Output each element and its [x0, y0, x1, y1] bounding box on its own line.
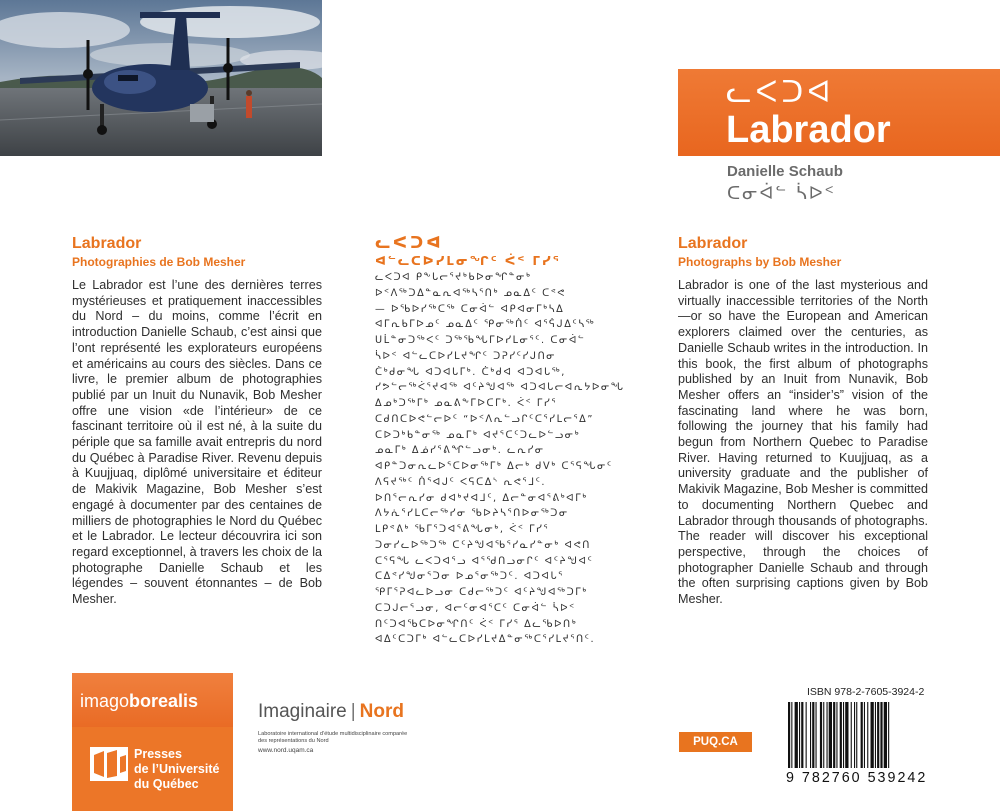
inuktitut-line: ᑕᑐᒍᓕᕐᓗᓂ, ᐊᓕᑦᓂᐊᕐᑕᑦ ᑕᓂᐋᓪ ᓵᐅᑉ: [375, 602, 576, 614]
inuktitut-line: ᐊᐃᑦᑕᑐᒥᒃ ᐊᓪᓚᑕᐅᓯᒪᔪᐃᓐᓂᖅᑕᕐᓯᒪᔪᕐᑎᑦ.: [375, 634, 596, 646]
cover-title-syllabics: ᓚᐸᑐᐊ: [726, 75, 835, 110]
puq-website-badge: PUQ.CA: [679, 732, 752, 752]
inuktitut-line: ᕿᒥᕐᕈᐊᓚᐅᓗᓂ ᑕᑯᓕᖅᑐᑦ ᐊᑦᔨᖑᐊᖅᑐᒥᒃ: [375, 587, 588, 598]
logo-separator: |: [350, 701, 356, 722]
inuktitut-subtitle: ᐊᓪᓚᑕᐅᓯᒪᓂᖏᑦ ᐹᑉ ᒥᓯᕐ: [375, 254, 561, 268]
english-title: Labrador: [678, 235, 748, 252]
barcode-bar: [816, 702, 817, 768]
imago-light-text: imago: [80, 691, 130, 711]
barcode-graphic: [786, 702, 926, 768]
barcode-bar: [836, 702, 837, 768]
barcode-bar: [880, 702, 882, 768]
inuktitut-line: ᑕᑯᑎᑕᐅᕙᓪᓕᐅᑦ “ᐅᑉᐱᕆᓪᓗᒋᑦᑕᕐᓯᒪᓕᕐᐃ”: [375, 413, 594, 425]
puq-line-3: du Québec: [134, 777, 199, 791]
barcode-bar: [788, 702, 790, 768]
barcode-bar: [854, 702, 855, 768]
english-subtitle: Photographs by Bob Mesher: [678, 255, 842, 269]
inuktitut-line: ᑖᒃᑯᓂᖓ ᐊᑐᐊᒐᒥᒃ. ᑖᒃᑯᐊ ᐊᑐᐊᒐᖅ,: [375, 366, 566, 378]
inuktitut-title: ᓚᐸᑐᐊ: [375, 233, 444, 252]
barcode-bar: [851, 702, 852, 768]
puq-mark-icon: [90, 747, 128, 781]
airplane-photo-image: [0, 0, 322, 156]
barcode-bar: [888, 702, 889, 768]
puq-line-2: de l’Université: [134, 762, 220, 776]
title-banner: [678, 69, 1000, 156]
inuktitut-line: ᐅᑉᐱᖅᑐᐃᓐᓇᕆᐊᖅᓴᕐᑎᒃ ᓄᓇᐃᑦ ᑕᕝᕙ: [375, 287, 566, 299]
inuktitut-line: ᓄᓇᒥᒃ ᐃᓅᓯᕐᕕᖏᓪᓗᓂᒃ. ᓚᕆᓯᓂ: [375, 445, 545, 457]
barcode-bar: [801, 702, 803, 768]
barcode-bar: [795, 702, 798, 768]
puq-publisher-logo: [72, 727, 233, 811]
barcode-bar: [843, 702, 844, 768]
puq-name: [134, 747, 219, 792]
inuktitut-line: — ᐅᖃᐅᓯᖅᑕᖅ ᑕᓂᐋᓪ ᐊᑭᐊᓂᒥᒃᓴᐃ: [375, 303, 565, 315]
inuktitut-line: ᓚᐸᑐᐊ ᑭᖕᒐᓕᕐᔪᒃᑲᐅᓂᖏᓐᓂᒃ: [375, 272, 532, 283]
inuktitut-line: ᑌᒫᓐᓂᑐᖅᐸᑦ ᑐᖅᖃᖓᒥᐅᓯᒪᓂᕐᑦ. ᑕᓂᐋᓪ: [375, 335, 586, 346]
barcode-digits: 9 782760 539242: [786, 770, 928, 786]
barcode-bar: [840, 702, 842, 768]
inuktitut-line: ᐱᕋᔪᖅᑦ ᑏᕐᐊᒍᑦ ᐸᕋᑕᐃᔅ ᕆᕙᕐᒧᑦ.: [375, 476, 547, 488]
laboratory-description: Laboratoire international d’étude multidisciplinaire comparée des représentations du Nord: [258, 731, 408, 744]
imago-borealis-logo: [72, 673, 233, 727]
inuktitut-body-text: [375, 270, 625, 648]
inuktitut-line: ᓯᕗᓪᓕᖅᐹᕐᔪᐊᖅ ᐊᑦᔨᖑᐊᖅ ᐊᑐᐊᒐᓕᐊᕆᔭᐅᓂᖓ: [375, 382, 625, 394]
barcode-bar: [864, 702, 865, 768]
barcode-bar: [827, 702, 828, 768]
inuktitut-line: ᒪᑭᕝᕕᒃ ᖃᒥᕐᑐᐊᕐᕕᖓᓂᒃ, ᐹᑉ ᒥᓯᕐ: [375, 524, 550, 535]
barcode-bar: [877, 702, 879, 768]
inuktitut-line: ᑐᓂᓯᓚᐅᖅᑐᖅ ᑕᑦᔨᖑᐊᖃᕐᓯᓇᓯᓐᓂᒃ ᐊᕙᑎ: [375, 539, 591, 551]
barcode-bar: [820, 702, 822, 768]
isbn-label: ISBN 978-2-7605-3924-2: [807, 686, 925, 698]
author-name: Danielle Schaub: [727, 163, 843, 180]
inuktitut-line: ᐊᒥᕆᑲᒥᐅᓄᑦ ᓄᓇᐃᑦ ᕿᓂᖅᑏᑦ ᐊᕐᕌᒍᐃᑦᓴᖅ: [375, 319, 596, 331]
inuktitut-line: ᐃᓄᒃᑐᖅᒥᒃ ᓄᓇᕕᖕᒥᐅᑕᒥᒃ. ᐹᑉ ᒥᓯᕐ: [375, 398, 557, 409]
barcode-bar: [823, 702, 824, 768]
barcode-bar: [810, 702, 811, 768]
french-title: Labrador: [72, 235, 142, 252]
barcode-bar: [875, 702, 876, 768]
nord-text: Nord: [359, 701, 404, 722]
french-body-text: Le Labrador est l’une des dernières terres mystérieuses et pratiquement inaccessibles du Nord – du moins, comme l’écrit en introduction Danielle Schaub, c’est ainsi que l’ont représenté les explorateurs européens et américains au cours des siècles. Dans ce livre, le premier album de photographies publié par un Inuit du Nunavik, Bob Mesher offre une vision «de l’intérieur» de ce fascinant territoire où il est né, à la suite du périple que sa famille avait entrepris du nord du Québec à Paradise River. Revenu depuis à Kuujjuaq, diplômé universitaire et éditeur de Makivik Magazine, Bob Mesher s’est engagé à documenter par des centaines de milliers de photographies le Nord du Québec et le Labrador. Le lecteur découvrira ici son regard exceptionnel, à travers les choix de la photographe Danielle Schaub et les légendes – souvent étonnantes – de Bob Mesher.: [72, 278, 322, 607]
imaginaire-nord-logo: [258, 701, 404, 723]
inuktitut-line: ᑎᑦᑐᐊᖃᑕᐅᓂᖏᑎᑦ ᐹᑉ ᒥᓯᕐ ᐃᓚᖃᐅᑎᒃ: [375, 618, 578, 630]
imaginaire-text: Imaginaire: [258, 701, 347, 722]
puq-line-1: Presses: [134, 747, 182, 761]
barcode-bar: [812, 702, 814, 768]
imago-bold-text: borealis: [129, 691, 199, 711]
barcode-bar: [884, 702, 887, 768]
barcode-bar: [871, 702, 874, 768]
barcode-bar: [799, 702, 800, 768]
author-name-syllabics: ᑕᓂᐋᓪ ᓵᐅᑉ: [727, 183, 836, 204]
inuktitut-line: ᓵᐅᑉ ᐊᓪᓚᑕᐅᓯᒪᔪᖏᑦ ᑐᕈᓯᑦᓯᒍᑎᓂ: [375, 350, 557, 362]
cover-title: Labrador: [726, 109, 891, 151]
french-subtitle: Photographies de Bob Mesher: [72, 255, 246, 269]
inuktitut-line: ᐅᑎᕐᓕᕆᓯᓂ ᑯᐊᒃᔪᐊᒧᑦ, ᐃᓕᓐᓂᐊᕐᕕᒃᐊᒥᒃ: [375, 492, 588, 504]
imago-borealis-wordmark: [80, 691, 198, 712]
barcode-bar: [856, 702, 857, 768]
barcode-bar: [861, 702, 863, 768]
inuktitut-line: ᑕᕐᕋᖓ ᓚᐸᑐᐊᕐᓗ ᐊᕐᖁᑎᓗᓂᒋᑦ ᐊᑦᔨᖑᐊᑦ: [375, 555, 594, 567]
laboratory-url: www.nord.uqam.ca: [258, 747, 314, 754]
barcode-bar: [829, 702, 832, 768]
barcode-bar: [806, 702, 807, 768]
inuktitut-line: ᑕᐅᑐᒃᑲᓐᓂᖅ ᓄᓇᒥᒃ ᐊᔪᕐᑕᑦᑐᓚᐅᓪᓗᓂᒃ: [375, 429, 581, 441]
barcode-bar: [845, 702, 848, 768]
inuktitut-line: ᐱᔭᕇᕐᓯᒪᑕᓕᖅᓯᓂ ᖃᐅᔨᓴᕐᑎᐅᓂᖅᑐᓂ: [375, 508, 569, 520]
barcode-bar: [833, 702, 835, 768]
barcode-bar: [867, 702, 868, 768]
barcode-bar: [791, 702, 792, 768]
english-body-text: Labrador is one of the last mysterious and virtually inaccessible territories of the North—or so have the European and American explorers claimed over the centuries, as Danielle Schaub writes in the introduction. In this book, the first album of photographs published by an Inuit from Nunavik, Bob Mesher offers an “insider’s” vision of the fascinating land where he was born, following the journey that his family had begun from Northern Quebec to Paradise River. Having returned to Kuujjuaq, as a university graduate and the publisher of Makivik Magazine, Bob Mesher is committed to documenting Northern Quebec and Labrador through thousands of photographs. The reader will discover his exceptional perspective, through the choices of photographer Danielle Schaub and through the often surprising captions given by Bob Mesher.: [678, 278, 928, 607]
inuktitut-line: ᐊᑭᓐᑐᓂᕆᓚᐅᕐᑕᐅᓂᖅᒥᒃ ᐃᓕᒃ ᑯᐯᒃ ᑕᕐᕋᖓᓂᑦ: [375, 461, 613, 472]
inuktitut-line: ᑕᐃᕝᓯᖑᓂᕐᑐᓂ ᐅᓄᕐᓂᖅᑐᑦ. ᐊᑐᐊᒐᕐ: [375, 571, 564, 583]
cover-photo-airplane: [0, 0, 322, 156]
